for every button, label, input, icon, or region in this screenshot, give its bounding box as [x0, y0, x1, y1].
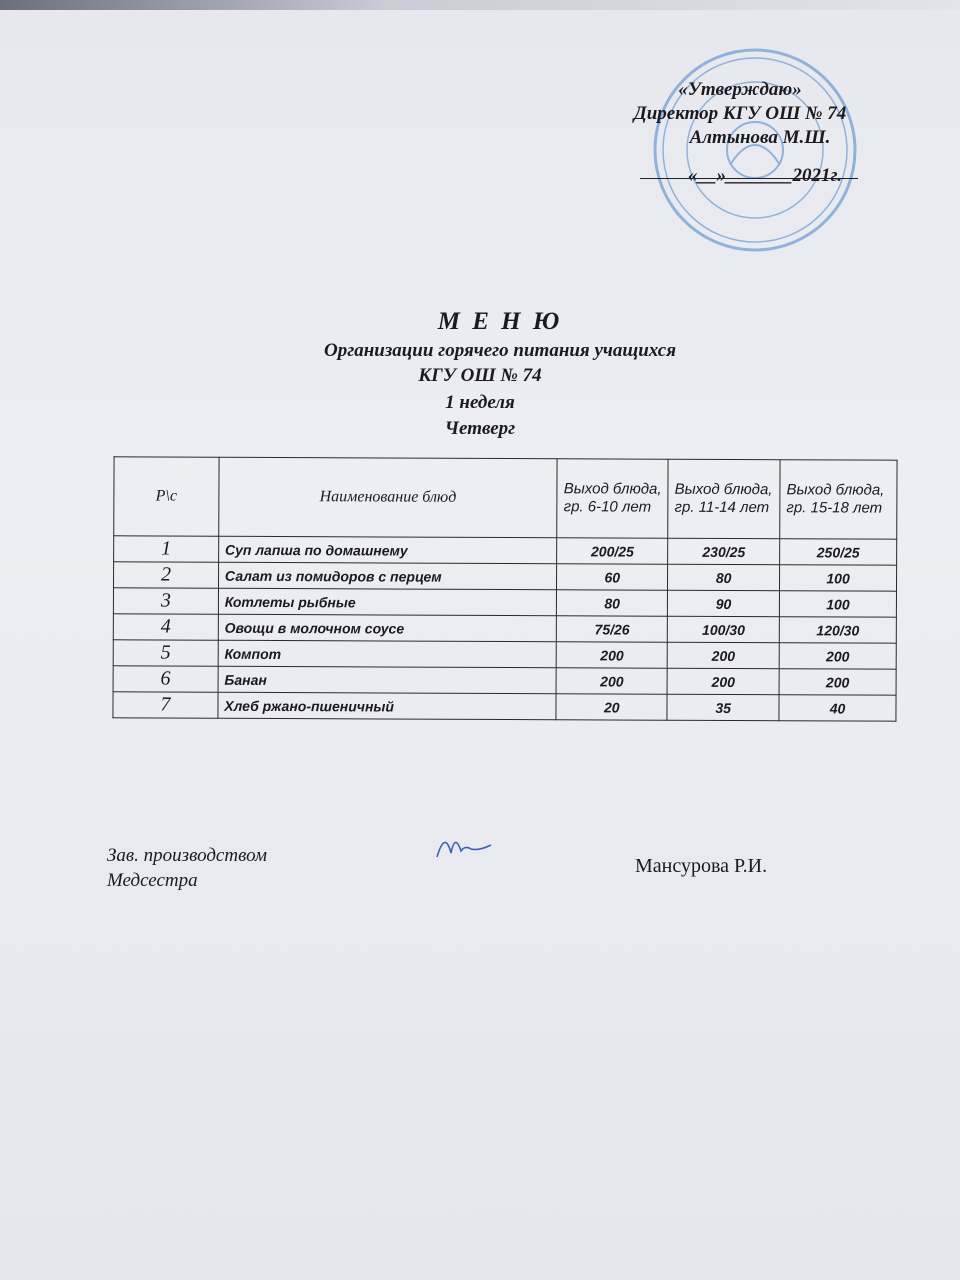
table-row	[113, 666, 896, 695]
yield-15-18: 200	[779, 643, 896, 670]
page-title: М Е Н Ю	[437, 308, 563, 335]
yield-11-14: 230/25	[668, 538, 780, 564]
photo-edge	[0, 0, 960, 10]
signature-line	[640, 178, 858, 179]
yield-11-14: 200	[667, 668, 779, 694]
menu-table	[112, 456, 897, 721]
row-number: 2	[114, 562, 219, 588]
yield-11-14: 90	[668, 590, 780, 616]
table-header-row	[114, 457, 897, 539]
approval-block	[600, 78, 880, 188]
yield-6-10: 60	[557, 564, 668, 590]
row-number: 4	[113, 614, 218, 640]
table-row	[114, 562, 897, 591]
day-label: Четверг	[444, 418, 516, 439]
footer-role-production: Зав. производством	[107, 845, 267, 866]
table-row	[113, 614, 896, 643]
dish-name: Компот	[218, 640, 557, 667]
approval-heading: «Утверждаю»	[678, 79, 802, 100]
yield-11-14: 80	[668, 564, 780, 590]
yield-6-10: 20	[556, 694, 667, 720]
dish-name: Салат из помидоров с перцем	[218, 562, 557, 589]
approval-director: Директор КГУ ОШ № 74	[633, 103, 847, 124]
yield-15-18: 40	[779, 695, 896, 722]
yield-11-14: 200	[667, 642, 779, 668]
subtitle: Организации горячего питания учащихся	[323, 340, 677, 361]
week-label: 1 неделя	[445, 392, 515, 413]
yield-15-18: 100	[779, 591, 896, 618]
table-row	[113, 588, 896, 617]
yield-11-14: 100/30	[667, 616, 779, 642]
approval-name: Алтынова М.Ш.	[689, 127, 831, 148]
yield-11-14: 35	[667, 694, 779, 720]
table-row	[113, 692, 896, 721]
table-row	[113, 640, 896, 669]
school-name: КГУ ОШ № 74	[418, 365, 542, 386]
dish-name: Банан	[218, 666, 557, 693]
header-number: Р\с	[114, 457, 219, 536]
yield-15-18: 100	[780, 565, 897, 592]
header-dish-name: Наименование блюд	[219, 457, 558, 537]
header-yield-15-18: Выход блюда, гр. 15-18 лет	[780, 460, 897, 540]
handwritten-signature	[435, 825, 495, 865]
footer-role-nurse: Медсестра	[107, 870, 198, 891]
yield-15-18: 250/25	[780, 539, 897, 566]
yield-6-10: 200	[556, 668, 667, 694]
yield-6-10: 200/25	[557, 538, 668, 564]
table-row	[114, 536, 897, 565]
yield-15-18: 200	[779, 669, 896, 696]
yield-6-10: 80	[557, 590, 668, 616]
header-yield-11-14: Выход блюда, гр. 11-14 лет	[668, 459, 780, 538]
row-number: 5	[113, 640, 218, 666]
row-number: 7	[113, 692, 218, 718]
dish-name: Котлеты рыбные	[218, 588, 557, 615]
yield-15-18: 120/30	[779, 617, 896, 644]
dish-name: Суп лапша по домашнему	[218, 536, 557, 563]
row-number: 3	[113, 588, 218, 614]
header-yield-6-10: Выход блюда, гр. 6-10 лет	[557, 459, 668, 538]
footer-name: Мансурова Р.И.	[635, 855, 768, 877]
row-number: 1	[114, 536, 219, 562]
row-number: 6	[113, 666, 218, 692]
yield-6-10: 200	[556, 642, 667, 668]
yield-6-10: 75/26	[557, 616, 668, 642]
approval-date: «__»_______2021г.	[687, 165, 842, 186]
dish-name: Хлеб ржано-пшеничный	[218, 692, 557, 719]
dish-name: Овощи в молочном соусе	[218, 614, 557, 641]
